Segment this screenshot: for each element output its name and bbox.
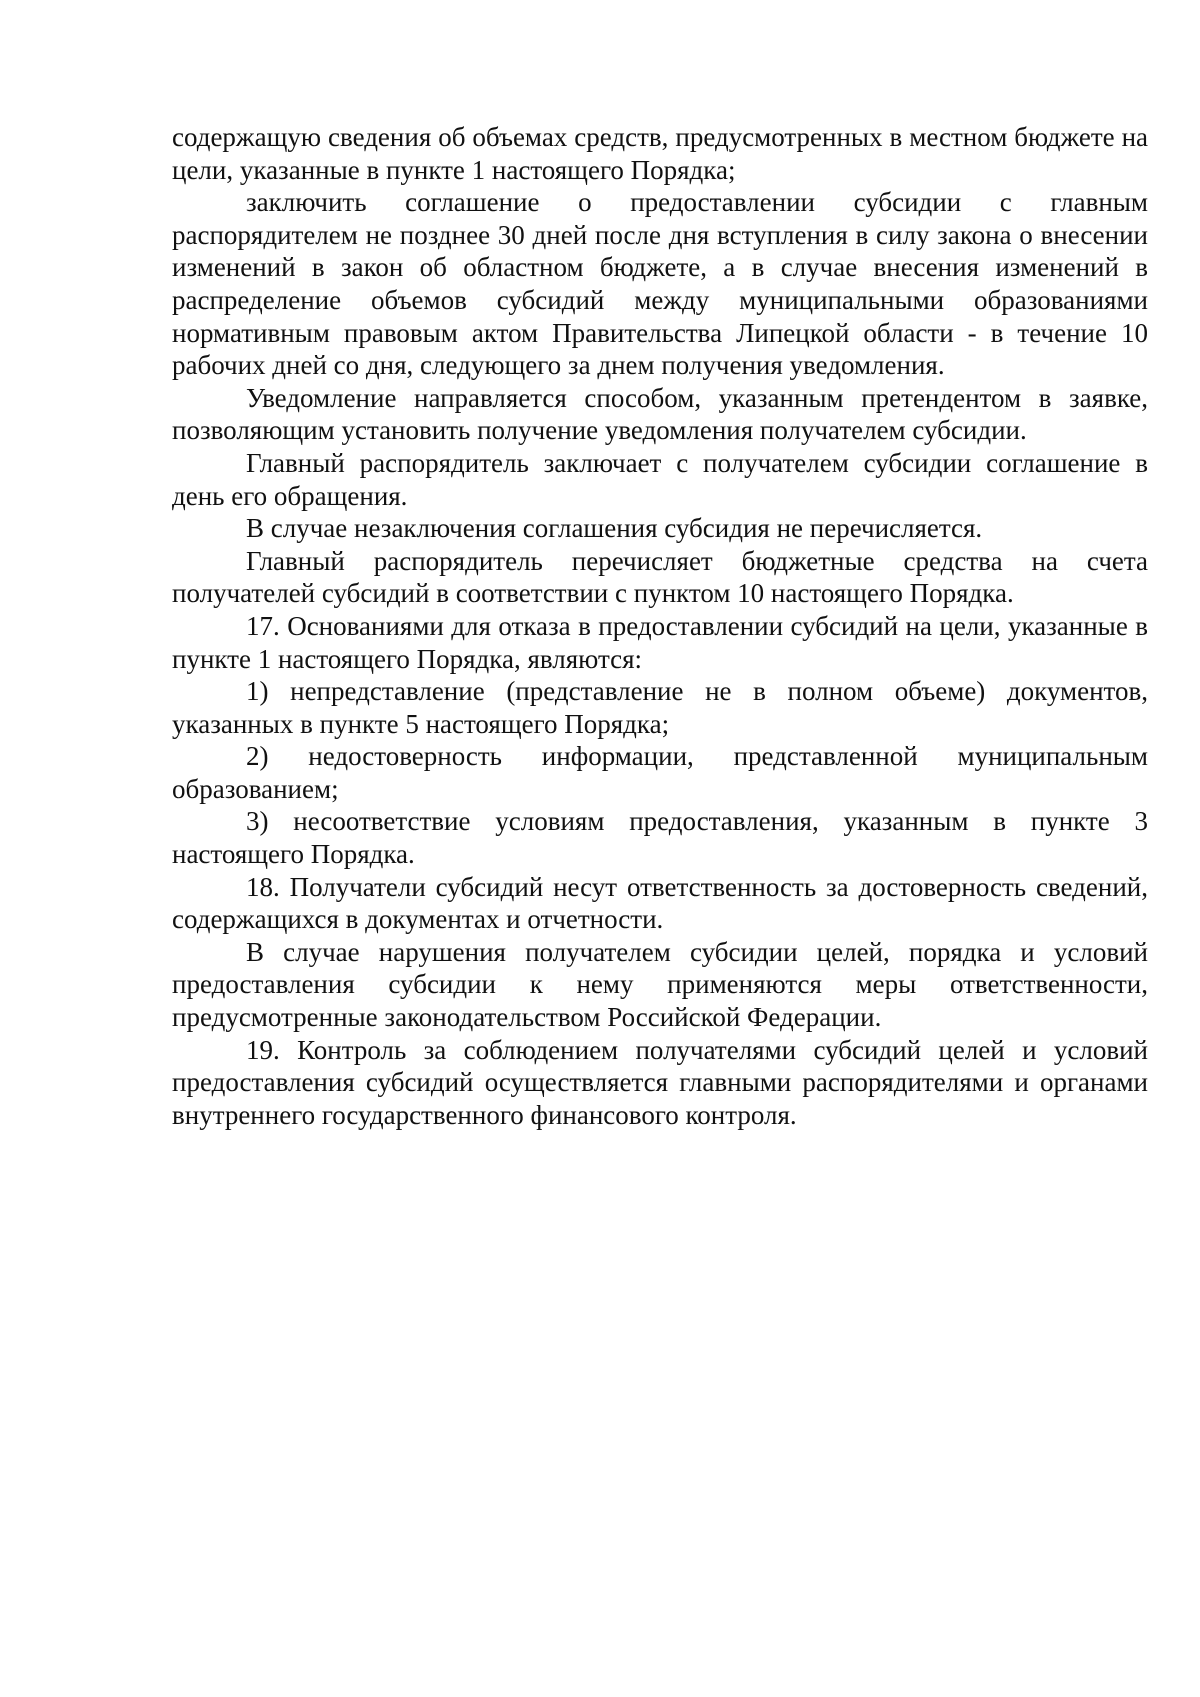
paragraph-section-18: 18. Получатели субсидий несут ответственность за достоверность сведений, содержащихся в документах и отчетности. bbox=[172, 871, 1148, 935]
list-item-refusal-2: 2) недостоверность информации, представленной муниципальным образованием; bbox=[172, 741, 1148, 804]
paragraph-funds-transfer: Главный распорядитель перечисляет бюджетные средства на счета получателей субсидий в соответствии с пунктом 10 настоящего Порядка. bbox=[172, 545, 1148, 609]
paragraph-notification-method: Уведомление направляется способом, указанным претендентом в заявке, позволяющим установить получение уведомления получателем субсидии. bbox=[172, 382, 1148, 446]
paragraph-conclude-agreement: заключить соглашение о предоставлении субсидии с главным распорядителем не позднее 30 дней после дня вступления в силу закона о внесении изменений в закон об областном бюджете, а в случае внесения изменений в распределение объемов субсидий между муниципальными образованиями нормативным правовым актом Правительства Липецкой области - в течение 10 рабочих дней со дня, следующего за днем получения уведомления. bbox=[172, 187, 1148, 381]
paragraph-section-19: 19. Контроль за соблюдением получателями субсидий целей и условий предоставления субсидий осуществляется главными распорядителями и органами внутреннего государственного финансового контроля. bbox=[172, 1034, 1148, 1130]
document-body bbox=[172, 121, 1148, 1131]
paragraph-section-17: 17. Основаниями для отказа в предоставлении субсидий на цели, указанные в пункте 1 настоящего Порядка, являются: bbox=[172, 610, 1148, 674]
paragraph-continuation: содержащую сведения об объемах средств, предусмотренных в местном бюджете на цели, указанные в пункте 1 настоящего Порядка; bbox=[172, 122, 1148, 185]
list-item-refusal-3: 3) несоответствие условиям предоставления, указанным в пункте 3 настоящего Порядка. bbox=[172, 806, 1148, 870]
paragraph-violation-liability: В случае нарушения получателем субсидии целей, порядка и условий предоставления субсидии к нему применяются меры ответственности, предусмотренные законодательством Российской Федерации. bbox=[172, 936, 1148, 1033]
paragraph-agreement-signing: Главный распорядитель заключает с получателем субсидии соглашение в день его обращения. bbox=[172, 447, 1148, 511]
list-item-refusal-1: 1) непредставление (представление не в полном объеме) документов, указанных в пункте 5 настоящего Порядка; bbox=[172, 676, 1148, 739]
paragraph-no-agreement: В случае незаключения соглашения субсидия не перечисляется. bbox=[246, 513, 983, 544]
